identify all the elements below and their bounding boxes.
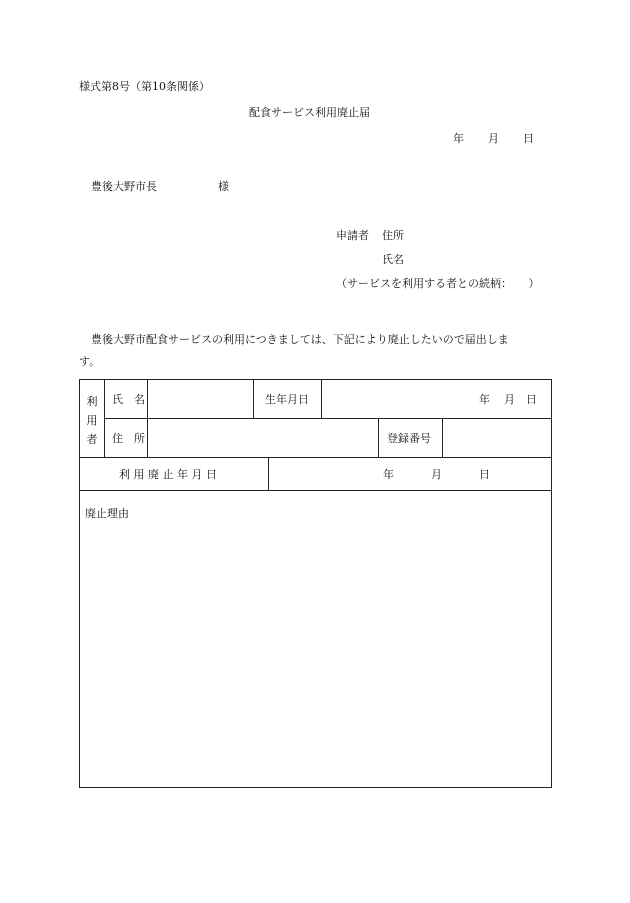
end-day-label: 日 bbox=[479, 468, 490, 481]
table-col-2 bbox=[147, 380, 148, 457]
applicant-name-label: 氏名 bbox=[382, 253, 404, 266]
addressee-mayor: 豊後大野市長 bbox=[91, 180, 157, 193]
end-month-label: 月 bbox=[431, 468, 442, 481]
body-text-line2: す。 bbox=[79, 355, 101, 368]
form-number: 様式第8号（第10条関係） bbox=[79, 80, 210, 93]
address-label: 住 所 bbox=[112, 432, 145, 445]
birth-day-label: 日 bbox=[526, 393, 537, 406]
table-rule-2 bbox=[80, 457, 551, 458]
table-col-4 bbox=[321, 380, 322, 418]
document-title: 配食サービス利用廃止届 bbox=[249, 106, 370, 119]
date-month-label: 月 bbox=[488, 132, 499, 145]
date-year-label: 年 bbox=[453, 132, 464, 145]
end-date-label: 利 用 廃 止 年 月 日 bbox=[119, 468, 217, 481]
body-text-line1: 豊後大野市配食サービスの利用につきましては、下記により廃止したいので届出しま bbox=[91, 333, 509, 346]
applicant-label: 申請者 bbox=[336, 229, 369, 242]
date-day-label: 日 bbox=[523, 132, 534, 145]
registration-number-label: 登録番号 bbox=[387, 432, 431, 445]
form-table bbox=[79, 379, 552, 788]
table-col-1 bbox=[104, 380, 105, 457]
name-label: 氏 名 bbox=[112, 393, 145, 406]
birth-date-label: 生年月日 bbox=[265, 393, 309, 406]
table-col-6 bbox=[442, 418, 443, 457]
table-col-7 bbox=[268, 457, 269, 490]
addressee-honorific: 様 bbox=[218, 180, 229, 193]
table-col-5 bbox=[378, 418, 379, 457]
applicant-relationship: （サービスを利用する者との続柄： ） bbox=[336, 277, 540, 290]
end-year-label: 年 bbox=[383, 468, 394, 481]
birth-month-label: 月 bbox=[504, 393, 515, 406]
user-group-label: 利用者 bbox=[86, 395, 98, 446]
table-col-3 bbox=[253, 380, 254, 418]
birth-year-label: 年 bbox=[479, 393, 490, 406]
table-rule-3 bbox=[80, 490, 551, 491]
table-rule-1 bbox=[105, 418, 551, 419]
reason-label: 廃止理由 bbox=[85, 507, 129, 520]
applicant-address-label: 住所 bbox=[382, 229, 404, 242]
